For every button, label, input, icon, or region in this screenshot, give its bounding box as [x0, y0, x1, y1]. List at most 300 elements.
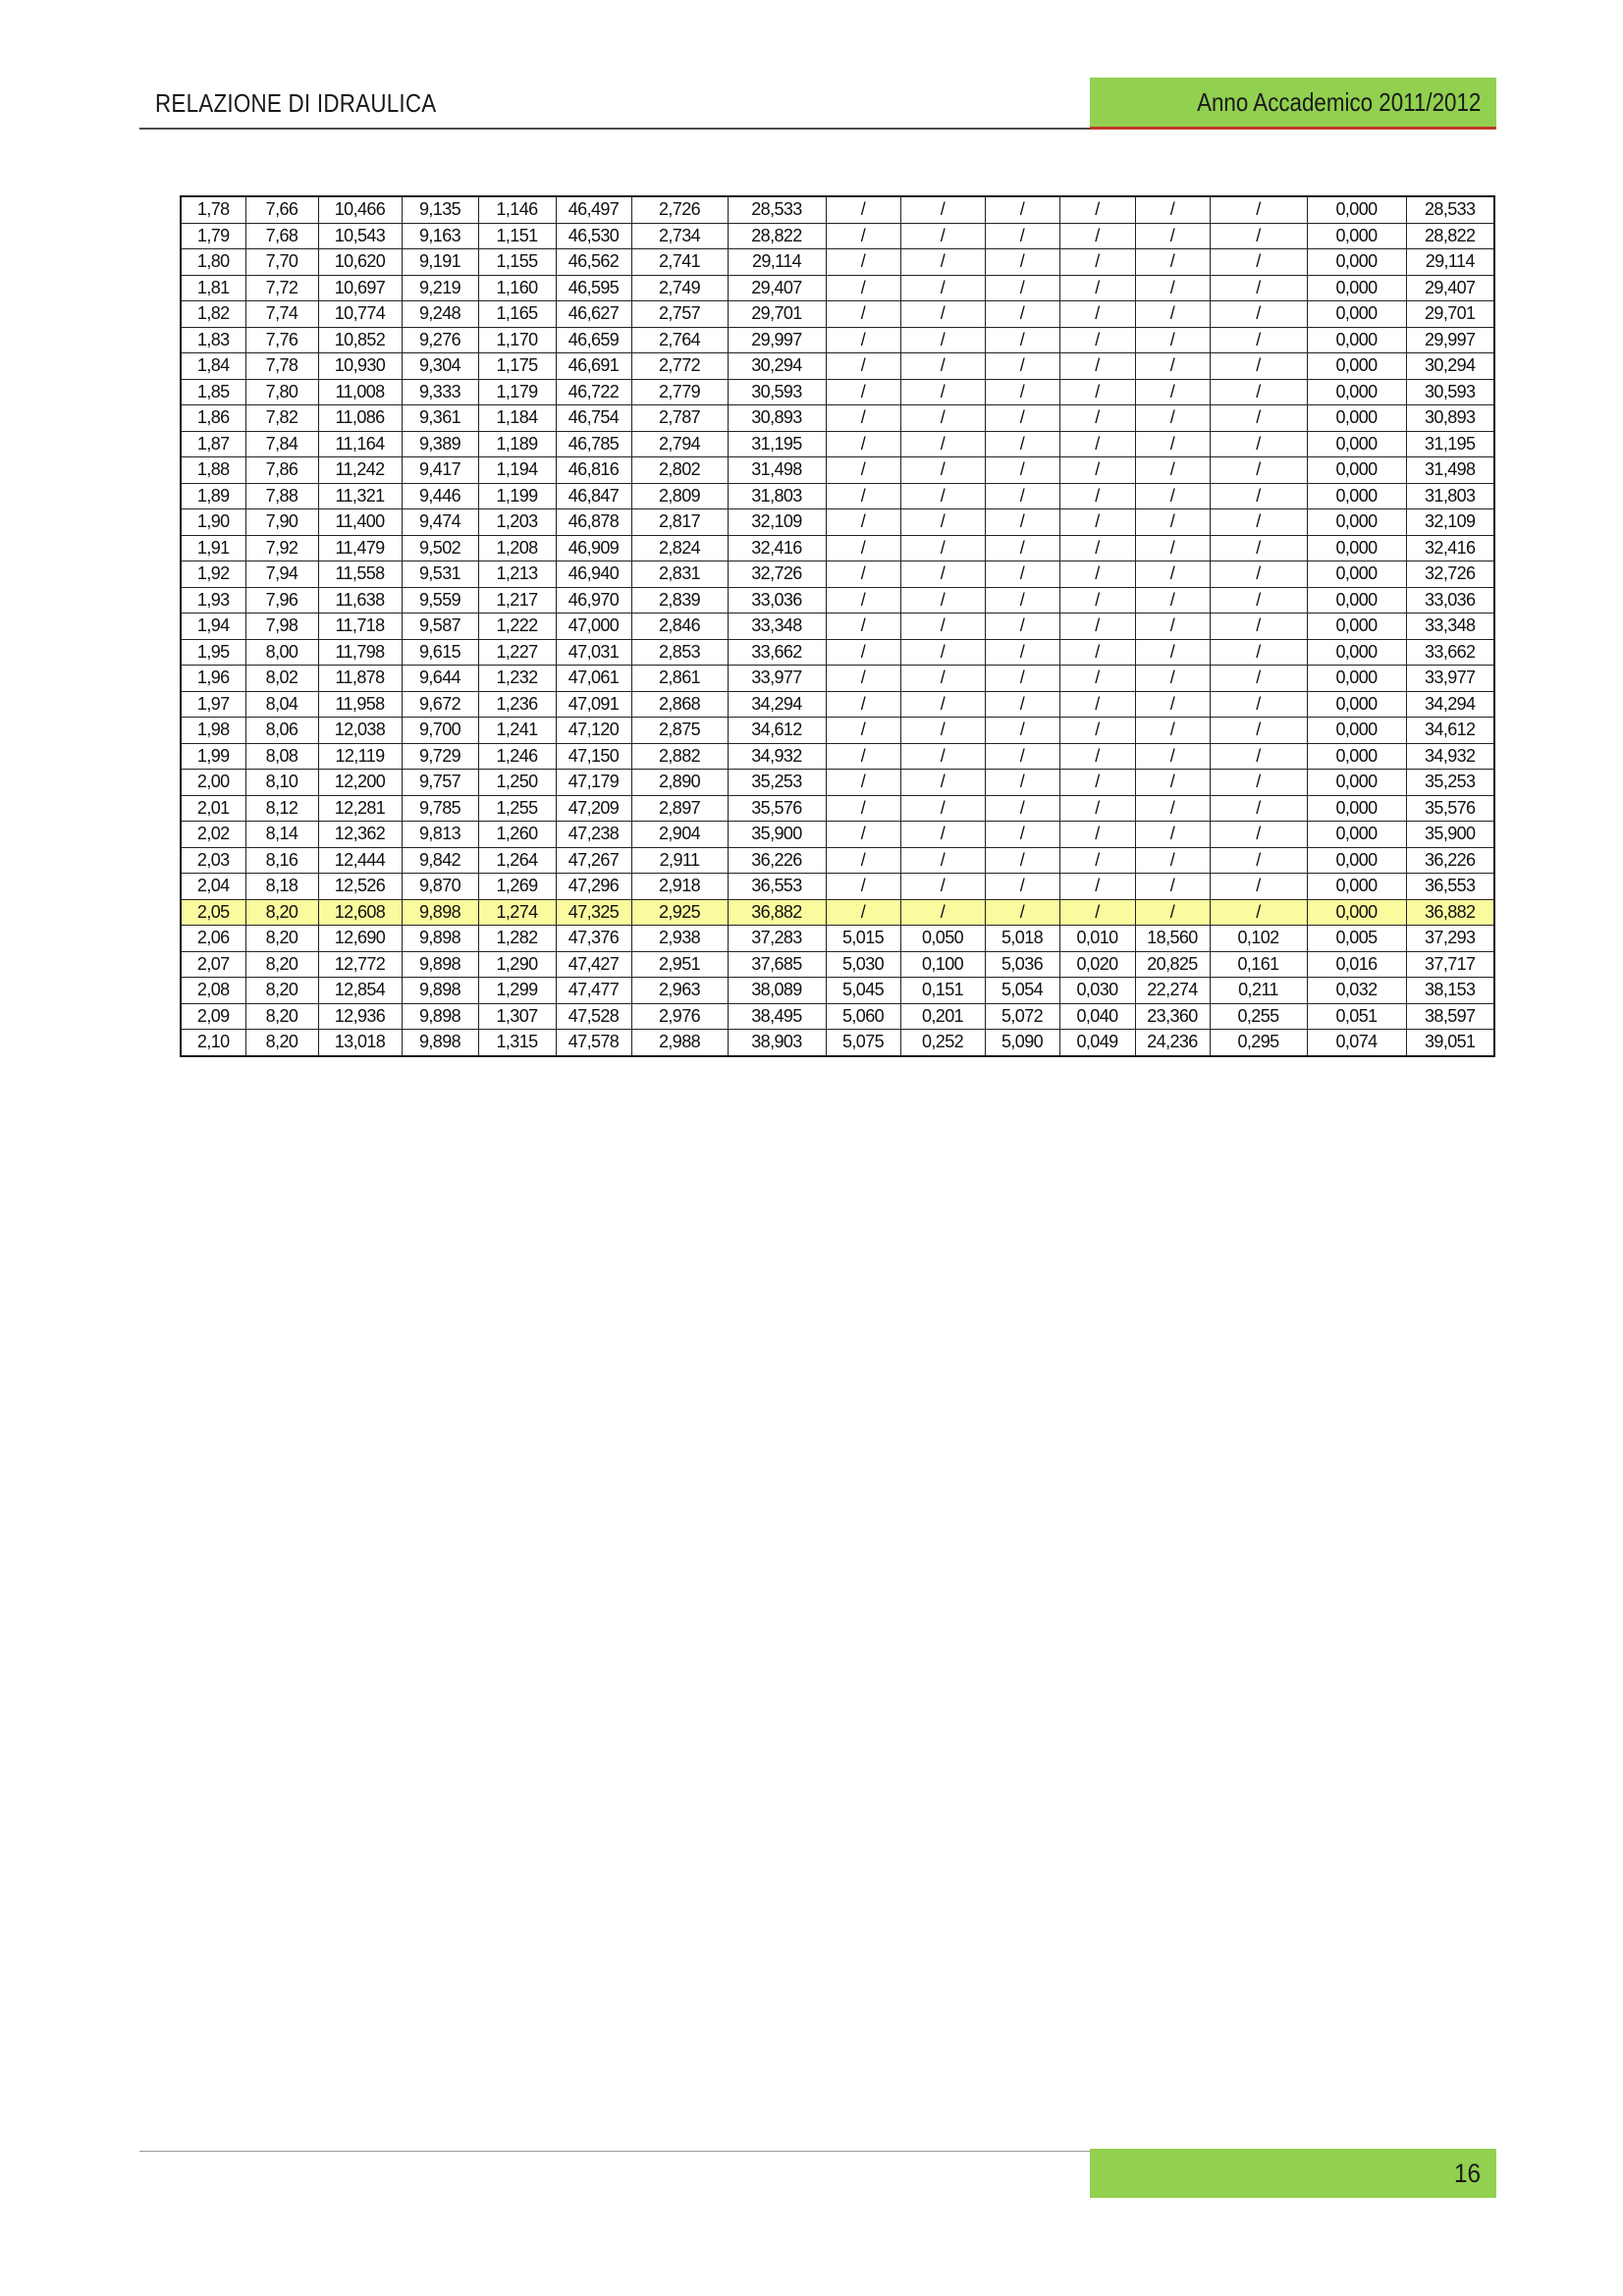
table-cell: 0,000	[1307, 379, 1406, 405]
table-cell: 46,691	[556, 353, 631, 380]
table-cell: 46,909	[556, 535, 631, 561]
table-cell: 47,031	[556, 639, 631, 666]
table-cell: 2,938	[631, 926, 728, 952]
table-cell: 1,199	[478, 483, 556, 509]
table-cell: /	[1135, 353, 1210, 380]
table-cell: 0,000	[1307, 249, 1406, 276]
table-cell: /	[985, 561, 1059, 588]
table-cell: 39,051	[1406, 1030, 1494, 1056]
table-cell: 12,772	[318, 951, 402, 978]
table-cell: /	[1135, 275, 1210, 301]
table-cell: 7,90	[245, 509, 318, 536]
table-cell: /	[826, 405, 900, 432]
table-cell: 46,970	[556, 587, 631, 614]
table-cell: 47,061	[556, 666, 631, 692]
table-cell: 2,925	[631, 899, 728, 926]
table-cell: /	[1135, 509, 1210, 536]
table-cell: 31,803	[728, 483, 826, 509]
table-cell: /	[985, 899, 1059, 926]
table-row	[181, 327, 1494, 353]
table-cell: 2,988	[631, 1030, 728, 1056]
table-cell: 7,82	[245, 405, 318, 432]
table-cell: 2,741	[631, 249, 728, 276]
table-cell: 2,726	[631, 196, 728, 223]
table-cell: /	[826, 535, 900, 561]
table-cell: 9,898	[402, 1003, 478, 1030]
table-cell: /	[900, 874, 985, 900]
table-cell: 0,016	[1307, 951, 1406, 978]
table-cell: 28,822	[728, 223, 826, 249]
table-row	[181, 249, 1494, 276]
table-cell: 9,587	[402, 614, 478, 640]
table-cell: 1,179	[478, 379, 556, 405]
table-cell: 1,97	[181, 691, 245, 718]
table-cell: /	[826, 666, 900, 692]
table-cell: 47,000	[556, 614, 631, 640]
table-cell: 5,072	[985, 1003, 1059, 1030]
table-cell: 0,100	[900, 951, 985, 978]
table-cell: 0,049	[1059, 1030, 1135, 1056]
table-cell: /	[900, 691, 985, 718]
table-cell: /	[900, 561, 985, 588]
table-cell: 1,184	[478, 405, 556, 432]
table-cell: 28,533	[728, 196, 826, 223]
table-cell: /	[1135, 770, 1210, 796]
table-cell: /	[900, 666, 985, 692]
table-cell: /	[826, 822, 900, 848]
table-cell: 2,05	[181, 899, 245, 926]
table-row	[181, 718, 1494, 744]
table-cell: /	[985, 405, 1059, 432]
table-cell: /	[826, 223, 900, 249]
table-cell: 46,878	[556, 509, 631, 536]
table-cell: 1,91	[181, 535, 245, 561]
table-cell: 5,060	[826, 1003, 900, 1030]
table-cell: 1,250	[478, 770, 556, 796]
table-cell: /	[1135, 718, 1210, 744]
table-cell: /	[900, 847, 985, 874]
table-cell: 8,20	[245, 899, 318, 926]
table-cell: 35,900	[728, 822, 826, 848]
table-cell: 0,211	[1210, 978, 1307, 1004]
table-cell: 12,362	[318, 822, 402, 848]
table-cell: /	[826, 899, 900, 926]
table-cell: /	[1135, 743, 1210, 770]
table-cell: 33,036	[1406, 587, 1494, 614]
table-cell: 46,497	[556, 196, 631, 223]
table-cell: 2,08	[181, 978, 245, 1004]
table-cell: /	[1135, 535, 1210, 561]
table-cell: /	[1135, 639, 1210, 666]
table-cell: 33,977	[728, 666, 826, 692]
table-cell: /	[826, 457, 900, 484]
table-cell: 1,165	[478, 301, 556, 328]
table-cell: 38,597	[1406, 1003, 1494, 1030]
table-cell: 8,14	[245, 822, 318, 848]
table-cell: /	[1135, 614, 1210, 640]
table-row	[181, 926, 1494, 952]
table-row	[181, 431, 1494, 457]
table-cell: /	[900, 770, 985, 796]
table-cell: 2,846	[631, 614, 728, 640]
table-row	[181, 822, 1494, 848]
table-cell: 1,282	[478, 926, 556, 952]
table-cell: 1,203	[478, 509, 556, 536]
table-row	[181, 223, 1494, 249]
table-cell: 13,018	[318, 1030, 402, 1056]
table-cell: 1,217	[478, 587, 556, 614]
table-cell: /	[1135, 223, 1210, 249]
table-cell: /	[985, 874, 1059, 900]
table-cell: 7,84	[245, 431, 318, 457]
table-cell: /	[826, 196, 900, 223]
table-cell: 9,502	[402, 535, 478, 561]
table-cell: 10,697	[318, 275, 402, 301]
table-cell: 30,294	[1406, 353, 1494, 380]
table-cell: 11,798	[318, 639, 402, 666]
table-cell: 1,264	[478, 847, 556, 874]
table-row	[181, 561, 1494, 588]
table-cell: /	[826, 587, 900, 614]
table-row	[181, 795, 1494, 822]
table-cell: 2,890	[631, 770, 728, 796]
table-cell: 2,04	[181, 874, 245, 900]
table-cell: 8,00	[245, 639, 318, 666]
table-cell: 31,498	[1406, 457, 1494, 484]
table-cell: 33,977	[1406, 666, 1494, 692]
table-cell: 7,92	[245, 535, 318, 561]
table-cell: 2,882	[631, 743, 728, 770]
table-row	[181, 275, 1494, 301]
table-cell: /	[1059, 483, 1135, 509]
table-cell: /	[985, 457, 1059, 484]
table-cell: /	[1059, 666, 1135, 692]
table-cell: 2,10	[181, 1030, 245, 1056]
table-cell: /	[1135, 822, 1210, 848]
table-cell: /	[985, 431, 1059, 457]
table-cell: /	[1059, 770, 1135, 796]
table-cell: /	[900, 639, 985, 666]
table-cell: /	[826, 275, 900, 301]
table-cell: 32,416	[1406, 535, 1494, 561]
table-cell: /	[1059, 743, 1135, 770]
table-cell: /	[1059, 822, 1135, 848]
table-cell: 23,360	[1135, 1003, 1210, 1030]
table-cell: 9,644	[402, 666, 478, 692]
table-cell: 7,94	[245, 561, 318, 588]
table-cell: 9,219	[402, 275, 478, 301]
table-cell: 7,78	[245, 353, 318, 380]
table-cell: 1,95	[181, 639, 245, 666]
table-cell: 31,498	[728, 457, 826, 484]
table-cell: /	[900, 795, 985, 822]
table-cell: 35,253	[1406, 770, 1494, 796]
table-cell: 2,749	[631, 275, 728, 301]
table-row	[181, 353, 1494, 380]
table-cell: /	[1210, 249, 1307, 276]
table-cell: /	[1059, 275, 1135, 301]
table-cell: /	[826, 874, 900, 900]
table-cell: 0,255	[1210, 1003, 1307, 1030]
table-cell: 37,717	[1406, 951, 1494, 978]
table-cell: 0,000	[1307, 223, 1406, 249]
table-cell: /	[900, 614, 985, 640]
table-cell: 8,02	[245, 666, 318, 692]
hydraulic-data-table	[180, 195, 1495, 1057]
table-cell: 0,000	[1307, 795, 1406, 822]
table-cell: /	[900, 822, 985, 848]
table-cell: 5,030	[826, 951, 900, 978]
table-cell: 47,209	[556, 795, 631, 822]
table-cell: /	[1210, 431, 1307, 457]
table-cell: 5,090	[985, 1030, 1059, 1056]
table-row	[181, 379, 1494, 405]
table-cell: 12,690	[318, 926, 402, 952]
table-cell: 9,304	[402, 353, 478, 380]
table-row	[181, 743, 1494, 770]
table-row	[181, 691, 1494, 718]
table-cell: /	[1135, 196, 1210, 223]
table-cell: 9,446	[402, 483, 478, 509]
table-cell: /	[1059, 457, 1135, 484]
table-cell: 7,86	[245, 457, 318, 484]
table-cell: 46,562	[556, 249, 631, 276]
table-cell: 1,84	[181, 353, 245, 380]
table-cell: 1,98	[181, 718, 245, 744]
table-cell: /	[985, 223, 1059, 249]
table-cell: 10,466	[318, 196, 402, 223]
table-cell: 12,444	[318, 847, 402, 874]
table-cell: 10,774	[318, 301, 402, 328]
table-cell: /	[1059, 223, 1135, 249]
table-cell: /	[1135, 847, 1210, 874]
table-cell: 2,779	[631, 379, 728, 405]
table-cell: /	[826, 691, 900, 718]
table-cell: /	[900, 223, 985, 249]
page-number: 16	[1453, 2159, 1481, 2188]
table-cell: /	[1210, 718, 1307, 744]
table-cell: 30,893	[1406, 405, 1494, 432]
table-cell: /	[826, 561, 900, 588]
table-cell: /	[1135, 405, 1210, 432]
header-divider-accent	[1090, 127, 1496, 130]
table-row	[181, 405, 1494, 432]
table-cell: /	[1059, 639, 1135, 666]
table-cell: /	[1210, 483, 1307, 509]
table-cell: /	[826, 353, 900, 380]
table-cell: 11,400	[318, 509, 402, 536]
table-cell: 36,226	[728, 847, 826, 874]
table-cell: 33,036	[728, 587, 826, 614]
table-cell: 32,416	[728, 535, 826, 561]
table-cell: 9,729	[402, 743, 478, 770]
table-cell: /	[1210, 196, 1307, 223]
table-cell: 47,091	[556, 691, 631, 718]
table-cell: 47,427	[556, 951, 631, 978]
table-cell: 11,479	[318, 535, 402, 561]
table-cell: 1,260	[478, 822, 556, 848]
table-cell: /	[1135, 899, 1210, 926]
table-cell: /	[1210, 743, 1307, 770]
table-cell: /	[1059, 301, 1135, 328]
header-title: RELAZIONE DI IDRAULICA	[155, 88, 437, 118]
table-cell: 1,92	[181, 561, 245, 588]
table-cell: /	[900, 196, 985, 223]
table-cell: 0,000	[1307, 614, 1406, 640]
table-cell: /	[900, 405, 985, 432]
table-cell: /	[985, 718, 1059, 744]
table-cell: /	[985, 353, 1059, 380]
table-cell: 1,83	[181, 327, 245, 353]
table-cell: /	[900, 718, 985, 744]
table-cell: 8,04	[245, 691, 318, 718]
table-cell: 2,897	[631, 795, 728, 822]
table-cell: 47,477	[556, 978, 631, 1004]
table-cell: 8,20	[245, 1003, 318, 1030]
header-year-badge	[1090, 78, 1496, 127]
table-cell: 9,163	[402, 223, 478, 249]
table-cell: /	[985, 795, 1059, 822]
table-cell: /	[1059, 249, 1135, 276]
table-cell: /	[985, 327, 1059, 353]
table-cell: /	[826, 795, 900, 822]
table-cell: 1,189	[478, 431, 556, 457]
table-cell: 10,620	[318, 249, 402, 276]
table-cell: /	[1059, 847, 1135, 874]
table-cell: 46,816	[556, 457, 631, 484]
table-cell: 1,88	[181, 457, 245, 484]
table-cell: 9,559	[402, 587, 478, 614]
table-cell: /	[1210, 666, 1307, 692]
table-cell: 12,038	[318, 718, 402, 744]
table-cell: 2,853	[631, 639, 728, 666]
table-cell: /	[1135, 431, 1210, 457]
table-cell: 0,020	[1059, 951, 1135, 978]
table-cell: 47,376	[556, 926, 631, 952]
table-cell: 2,757	[631, 301, 728, 328]
table-cell: 1,94	[181, 614, 245, 640]
table-cell: 0,252	[900, 1030, 985, 1056]
table-cell: /	[826, 718, 900, 744]
table-cell: 9,135	[402, 196, 478, 223]
table-cell: 9,898	[402, 1030, 478, 1056]
table-cell: 1,151	[478, 223, 556, 249]
table-cell: 2,963	[631, 978, 728, 1004]
table-cell: 2,976	[631, 1003, 728, 1030]
table-cell: 0,000	[1307, 770, 1406, 796]
table-cell: 10,852	[318, 327, 402, 353]
table-cell: /	[1059, 795, 1135, 822]
table-cell: 46,754	[556, 405, 631, 432]
table-cell: /	[1210, 405, 1307, 432]
table-cell: /	[900, 249, 985, 276]
table-cell: /	[1059, 379, 1135, 405]
table-cell: /	[1059, 718, 1135, 744]
table-cell: 12,200	[318, 770, 402, 796]
table-cell: 7,70	[245, 249, 318, 276]
table-cell: /	[985, 509, 1059, 536]
table-cell: /	[985, 301, 1059, 328]
table-cell: 2,764	[631, 327, 728, 353]
table-cell: 8,10	[245, 770, 318, 796]
table-cell: 0,051	[1307, 1003, 1406, 1030]
table-cell: 32,726	[728, 561, 826, 588]
table-cell: /	[985, 743, 1059, 770]
table-cell: 31,195	[728, 431, 826, 457]
table-cell: /	[1059, 614, 1135, 640]
table-cell: 9,898	[402, 899, 478, 926]
table-cell: /	[1135, 457, 1210, 484]
table-cell: 30,294	[728, 353, 826, 380]
table-cell: 9,615	[402, 639, 478, 666]
table-cell: 1,208	[478, 535, 556, 561]
table-row	[181, 847, 1494, 874]
table-row	[181, 978, 1494, 1004]
table-cell: /	[900, 535, 985, 561]
table-cell: 9,672	[402, 691, 478, 718]
table-cell: 9,842	[402, 847, 478, 874]
table-cell: 0,000	[1307, 483, 1406, 509]
table-cell: 9,361	[402, 405, 478, 432]
table-cell: 1,96	[181, 666, 245, 692]
table-row	[181, 509, 1494, 536]
table-cell: /	[1210, 822, 1307, 848]
table-cell: /	[1210, 770, 1307, 796]
table-cell: 29,407	[728, 275, 826, 301]
table-cell: /	[985, 691, 1059, 718]
table-cell: 1,307	[478, 1003, 556, 1030]
table-cell: /	[1135, 379, 1210, 405]
table-cell: /	[1135, 561, 1210, 588]
table-cell: 28,822	[1406, 223, 1494, 249]
table-cell: 1,269	[478, 874, 556, 900]
table-cell: 46,530	[556, 223, 631, 249]
table-cell: /	[826, 327, 900, 353]
table-cell: 34,612	[1406, 718, 1494, 744]
table-cell: 8,08	[245, 743, 318, 770]
table-cell: /	[900, 457, 985, 484]
table-row	[181, 951, 1494, 978]
table-cell: 1,81	[181, 275, 245, 301]
table-cell: /	[1210, 457, 1307, 484]
table-cell: 36,882	[728, 899, 826, 926]
table-cell: 7,96	[245, 587, 318, 614]
table-cell: /	[900, 483, 985, 509]
table-cell: 7,76	[245, 327, 318, 353]
table-row	[181, 614, 1494, 640]
table-row	[181, 457, 1494, 484]
table-cell: 0,295	[1210, 1030, 1307, 1056]
table-cell: 36,553	[728, 874, 826, 900]
table-cell: 0,000	[1307, 509, 1406, 536]
table-cell: 2,787	[631, 405, 728, 432]
table-cell: 47,578	[556, 1030, 631, 1056]
table-cell: 33,348	[728, 614, 826, 640]
table-cell: /	[826, 639, 900, 666]
table-cell: 0,005	[1307, 926, 1406, 952]
table-cell: 1,232	[478, 666, 556, 692]
table-cell: 1,241	[478, 718, 556, 744]
table-cell: /	[1059, 353, 1135, 380]
table-cell: /	[1059, 561, 1135, 588]
table-cell: 9,898	[402, 978, 478, 1004]
table-row	[181, 899, 1494, 926]
table-cell: 8,20	[245, 926, 318, 952]
table-cell: /	[1135, 874, 1210, 900]
table-cell: 10,543	[318, 223, 402, 249]
table-cell: /	[900, 587, 985, 614]
table-cell: 29,701	[728, 301, 826, 328]
